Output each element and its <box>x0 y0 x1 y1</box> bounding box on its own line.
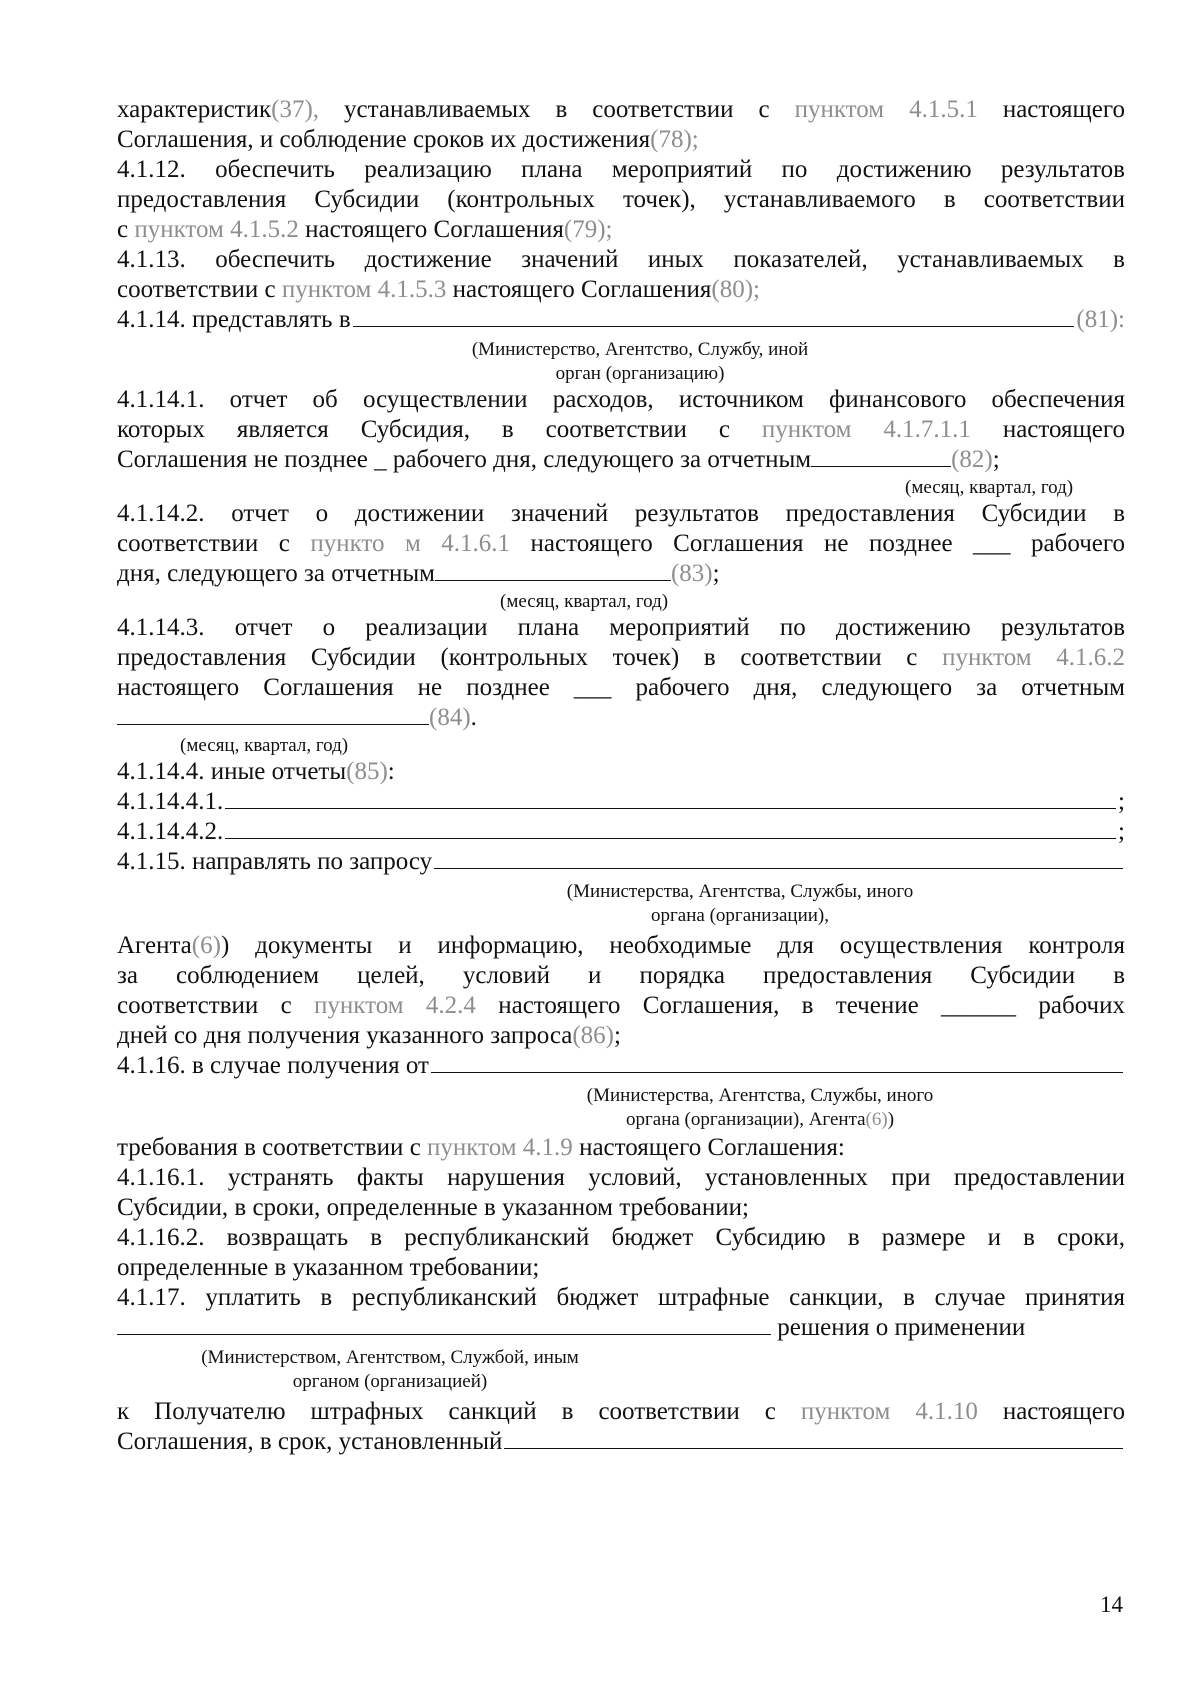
text-line <box>117 1252 1125 1284</box>
text-segment: требования в соответствии с <box>117 1134 428 1161</box>
text-line <box>117 1050 1125 1082</box>
page-number: 14 <box>1100 1592 1123 1617</box>
text-line <box>117 214 1125 246</box>
text-segment: 4.1.14.4.2. <box>117 818 224 845</box>
text-segment: (месяц, квартал, год) <box>180 735 349 756</box>
text-segment: ; <box>1118 788 1125 815</box>
text-segment: определенные в указанном требовании; <box>117 1254 540 1281</box>
reference-link: (78); <box>650 126 699 153</box>
text-segment: ) документы и информацию, необходимые для осуществления контроля <box>220 932 1125 959</box>
text-segment: соответствии с <box>117 530 311 557</box>
text-segment: ; <box>992 446 1000 473</box>
text-segment: Агента <box>117 932 192 959</box>
text-segment: (Министерства, Агентства, Службы, иного <box>586 1085 934 1106</box>
text-segment: соответствии с <box>117 276 282 303</box>
text-segment: (Министерством, Агентством, Службой, иным <box>201 1347 579 1368</box>
text-segment: ; <box>1118 818 1125 845</box>
text-line <box>117 1222 1125 1254</box>
text-segment: устанавливаемых в соответствии с <box>319 96 795 123</box>
text-segment: органа (организации), <box>651 905 829 926</box>
reference-link: пунктом 4.2.4 <box>314 992 476 1019</box>
text-line <box>117 154 1125 186</box>
text-line <box>117 444 1125 476</box>
reference-link: пунктом 4.1.5.2 <box>134 216 299 243</box>
reference-link: пунктом 4.1.7.1.1 <box>761 416 971 443</box>
text-line <box>117 184 1125 216</box>
text-segment: Соглашения не позднее _ рабочего дня, следующего за отчетным <box>117 446 812 473</box>
text-line <box>117 756 1125 788</box>
reference-link: пункто м 4.1.6.1 <box>310 530 511 557</box>
reference-link: (86) <box>572 1022 614 1049</box>
text-segment: 4.1.14. представлять в <box>117 306 351 333</box>
text-segment: . <box>470 704 477 731</box>
reference-link: пунктом 4.1.9 <box>427 1134 573 1161</box>
reference-link: (6) <box>865 1109 888 1130</box>
reference-link: (81): <box>1076 306 1125 333</box>
blank-caption <box>490 904 990 928</box>
text-segment: Соглашения, и соблюдение сроков их достижения <box>117 126 651 153</box>
fill-in-blank <box>117 1312 771 1335</box>
text-line <box>117 94 1125 126</box>
text-segment: предоставления Субсидии (контрольных точек) в соответствии с <box>117 644 943 671</box>
text-segment: настоящего Соглашения <box>446 276 712 303</box>
text-line <box>117 816 1125 848</box>
text-segment: Субсидии, в сроки, определенные в указанном требовании; <box>117 1194 749 1221</box>
fill-in-blank <box>504 1426 1123 1449</box>
text-line <box>117 642 1125 674</box>
text-line <box>117 1282 1125 1314</box>
text-segment: 4.1.14.1. отчет об осуществлении расходов, источником финансового обеспечения <box>117 386 1125 413</box>
blank-caption <box>150 1346 630 1370</box>
reference-link: (82) <box>951 446 993 473</box>
fill-in-blank <box>434 846 1123 869</box>
text-line <box>117 1132 1125 1164</box>
text-line <box>117 414 1125 446</box>
text-line <box>117 672 1125 704</box>
text-segment: ; <box>614 1022 621 1049</box>
fill-in-blank <box>353 304 1075 327</box>
reference-link: пунктом 4.1.5.1 <box>794 96 978 123</box>
fill-in-blank <box>431 1050 1123 1073</box>
blank-caption <box>420 338 860 362</box>
text-line <box>117 702 1125 734</box>
text-line <box>117 1396 1125 1428</box>
text-segment: за соблюдением целей, условий и порядка предоставления Субсидии в <box>117 962 1125 989</box>
text-segment: дня, следующего за отчетным <box>117 560 435 587</box>
text-segment: настоящего Соглашения, в течение ______ рабочих <box>475 992 1126 1019</box>
text-segment: соответствии с <box>117 992 315 1019</box>
text-segment: настоящего Соглашения не позднее ___ рабочего дня, следующего за отчетным <box>117 674 1125 701</box>
blank-caption <box>905 476 1073 500</box>
text-line <box>117 930 1125 962</box>
text-line <box>117 612 1125 644</box>
text-segment: которых является Субсидия, в соответствии с <box>117 416 762 443</box>
reference-link: (83) <box>670 560 713 587</box>
reference-link: (80); <box>711 276 760 303</box>
text-segment: (Министерства, Агентства, Службы, иного <box>566 881 914 902</box>
text-segment: 4.1.14.4. иные отчеты <box>117 758 347 785</box>
text-line <box>117 384 1125 416</box>
blank-caption <box>180 734 348 758</box>
reference-link: пунктом 4.1.6.2 <box>942 644 1125 671</box>
text-segment: (месяц, квартал, год) <box>905 477 1074 498</box>
reference-link: (6) <box>191 932 221 959</box>
text-line <box>117 498 1125 530</box>
text-segment: настоящего Соглашения <box>298 216 564 243</box>
text-segment: 4.1.14.3. отчет о реализации плана мероприятий по достижению результатов <box>117 614 1125 641</box>
text-segment: настоящего <box>977 1398 1125 1425</box>
text-line <box>117 1192 1125 1224</box>
text-line <box>117 558 1125 590</box>
reference-link: (85) <box>346 758 388 785</box>
reference-link: пунктом 4.1.10 <box>800 1398 978 1425</box>
reference-link: пунктом 4.1.5.3 <box>281 276 447 303</box>
text-segment: органом (организацией) <box>292 1371 488 1392</box>
text-segment: орган (организацию) <box>555 363 725 384</box>
text-segment: 4.1.16.2. возвращать в республиканский бюджет Субсидию в размере и в сроки, <box>117 1224 1125 1251</box>
text-segment: 4.1.16. в случае получения от <box>117 1052 429 1079</box>
text-segment: решения о применении <box>771 1314 1026 1341</box>
text-segment: ) <box>887 1109 895 1130</box>
text-line <box>117 244 1125 276</box>
blank-caption <box>510 1084 1010 1108</box>
text-segment: Соглашения, в срок, установленный <box>117 1428 503 1455</box>
text-line <box>117 846 1125 878</box>
blank-caption <box>490 880 990 904</box>
fill-in-blank <box>225 786 1116 809</box>
blank-caption <box>420 362 860 386</box>
text-segment: характеристик <box>117 96 272 123</box>
text-segment: 4.1.13. обеспечить достижение значений иных показателей, устанавливаемых в <box>117 246 1125 273</box>
text-segment: к Получателю штрафных санкций в соответствии с <box>117 1398 801 1425</box>
text-line <box>117 274 1125 306</box>
text-segment: 4.1.15. направлять по запросу <box>117 848 433 875</box>
text-segment: органа (организации), Агента <box>625 1109 866 1130</box>
text-line <box>117 528 1125 560</box>
text-segment: (Министерство, Агентство, Службу, иной <box>471 339 809 360</box>
text-line <box>117 124 1125 156</box>
fill-in-blank <box>225 816 1116 839</box>
text-line <box>117 1312 1125 1344</box>
text-segment: с <box>117 216 135 243</box>
reference-link: (84) <box>429 704 471 731</box>
text-segment: дней со дня получения указанного запроса <box>117 1022 573 1049</box>
blank-caption <box>150 1370 630 1394</box>
text-segment: : <box>387 758 395 785</box>
text-segment: ; <box>712 560 720 587</box>
text-segment: настоящего Соглашения не позднее ___ рабочего <box>510 530 1125 557</box>
text-segment: предоставления Субсидии (контрольных точек), устанавливаемого в соответствии <box>117 186 1125 213</box>
text-line <box>117 960 1125 992</box>
text-segment: 4.1.16.1. устранять факты нарушения условий, установленных при предоставлении <box>117 1164 1125 1191</box>
text-segment: 4.1.14.2. отчет о достижении значений результатов предоставления Субсидии в <box>117 500 1125 527</box>
text-segment: (месяц, квартал, год) <box>500 591 669 612</box>
text-line <box>117 304 1125 336</box>
text-segment: 4.1.17. уплатить в республиканский бюджет штрафные санкции, в случае принятия <box>117 1284 1125 1311</box>
fill-in-blank <box>811 444 951 467</box>
text-line <box>117 990 1125 1022</box>
text-segment: настоящего <box>977 96 1126 123</box>
text-line <box>117 1162 1125 1194</box>
reference-link: (79); <box>563 216 613 243</box>
text-segment: 4.1.12. обеспечить реализацию плана мероприятий по достижению результатов <box>117 156 1125 183</box>
text-segment: 4.1.14.4.1. <box>117 788 224 815</box>
reference-link: (37), <box>271 96 320 123</box>
fill-in-blank <box>117 702 429 725</box>
fill-in-blank <box>435 558 671 581</box>
text-segment: настоящего Соглашения: <box>572 1134 845 1161</box>
blank-caption <box>510 1108 1010 1132</box>
text-segment: настоящего <box>970 416 1126 443</box>
blank-caption <box>500 590 668 614</box>
text-line <box>117 1426 1125 1458</box>
text-line <box>117 1020 1125 1052</box>
text-line <box>117 786 1125 818</box>
